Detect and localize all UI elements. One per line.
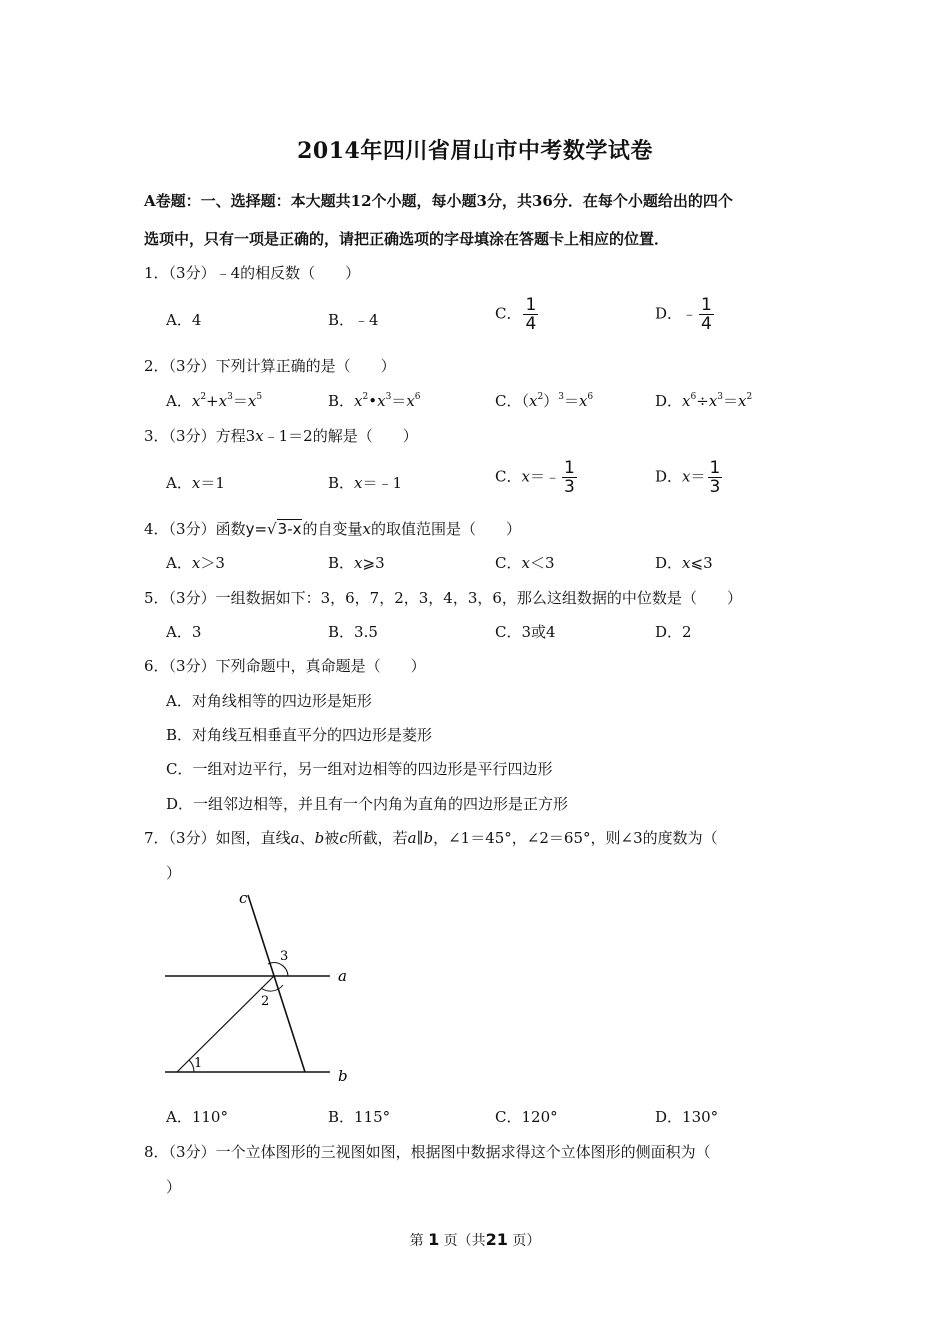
label-c: c bbox=[239, 889, 248, 907]
var-x: x bbox=[218, 392, 228, 410]
var-x: x bbox=[354, 474, 363, 492]
var-x: x bbox=[406, 392, 415, 410]
var-x: x bbox=[682, 467, 691, 486]
q1-option-c-label: C． bbox=[495, 304, 522, 323]
question-3-stem bbox=[144, 425, 418, 446]
exponent: 3 bbox=[717, 392, 724, 402]
option-label: B． bbox=[328, 474, 355, 492]
option-value: ＝﹣ bbox=[529, 467, 560, 486]
option-value: ＝1 bbox=[200, 474, 225, 492]
exponent: 3 bbox=[227, 392, 233, 402]
total-pages-number: 21 bbox=[485, 1230, 508, 1249]
stem-text: 的自变量 bbox=[302, 520, 363, 538]
operator: + bbox=[206, 392, 219, 410]
option-label: C． bbox=[495, 554, 522, 572]
q1-option-d-label: D．﹣ bbox=[655, 304, 698, 323]
operator: ＝ bbox=[232, 392, 248, 410]
q1-option-c bbox=[495, 296, 540, 333]
question-7-stem-continued: ） bbox=[166, 864, 182, 882]
q6-option-d: D．一组邻边相等，并且有一个内角为直角的四边形是正方形 bbox=[166, 795, 569, 813]
question-5-stem: 5．（3分）一组数据如下：3，6，7，2，3，4，3，6，那么这组数据的中位数是（ ） bbox=[144, 589, 742, 607]
exponent: 2 bbox=[362, 392, 369, 402]
var-b: b bbox=[314, 829, 325, 847]
var-x: x bbox=[521, 554, 530, 572]
line-c bbox=[248, 895, 305, 1072]
sqrt-expression bbox=[246, 519, 303, 538]
exponent: 6 bbox=[587, 392, 594, 402]
section-instruction-line1: A卷题：一、选择题：本大题共12个小题，每小题3分，共36分．在每个小题给出的四个 bbox=[144, 192, 733, 210]
exponent: 6 bbox=[414, 392, 421, 402]
option-label: A． bbox=[166, 554, 192, 572]
q7-option-a: A．110° bbox=[166, 1108, 228, 1126]
q2-option-b bbox=[328, 390, 421, 411]
option-label: D． bbox=[655, 392, 683, 410]
parallel-symbol: ∥ bbox=[416, 829, 424, 847]
q2-option-d bbox=[655, 390, 752, 411]
option-value: ＝﹣1 bbox=[362, 474, 403, 492]
q7-option-d: D．130° bbox=[655, 1108, 719, 1126]
option-label: B． bbox=[328, 554, 355, 572]
question-8-stem-continued: ） bbox=[166, 1178, 182, 1196]
option-value: ⩾3 bbox=[362, 554, 385, 572]
q2-option-c bbox=[495, 390, 593, 411]
q7-option-b: B．115° bbox=[328, 1108, 391, 1126]
fraction-denominator: 3 bbox=[709, 477, 721, 497]
q5-option-b: B．3.5 bbox=[328, 623, 378, 641]
q4-option-b bbox=[328, 552, 385, 573]
label-angle-1: 1 bbox=[194, 1056, 203, 1071]
var-x: x bbox=[521, 467, 530, 486]
section-instruction-line2: 选项中，只有一项是正确的，请把正确选项的字母填涂在答题卡上相应的位置． bbox=[144, 230, 670, 248]
var-b: b bbox=[423, 829, 434, 847]
label-angle-3: 3 bbox=[280, 949, 289, 964]
option-label: C．（ bbox=[495, 392, 529, 410]
transversal-segment bbox=[177, 976, 274, 1072]
fraction-numerator: 1 bbox=[525, 295, 537, 315]
operator: ） bbox=[543, 392, 559, 410]
q5-option-c: C．3或4 bbox=[495, 623, 556, 641]
var-x: x bbox=[578, 392, 588, 410]
var-x: x bbox=[682, 392, 691, 410]
operator: ÷ bbox=[696, 392, 709, 410]
function-y: y= bbox=[245, 520, 268, 538]
q6-option-b: B．对角线互相垂直平分的四边形是菱形 bbox=[166, 726, 433, 744]
var-a: a bbox=[407, 829, 417, 847]
q4-option-d bbox=[655, 552, 713, 573]
fraction-numerator: 1 bbox=[563, 458, 575, 478]
var-x: x bbox=[191, 554, 201, 572]
q4-option-c bbox=[495, 552, 555, 573]
q5-option-a: A．3 bbox=[166, 623, 202, 641]
q6-option-c: C．一组对边平行，另一组对边相等的四边形是平行四边形 bbox=[166, 760, 553, 778]
question-6-stem: 6．（3分）下列命题中，真命题是（ ） bbox=[144, 657, 426, 675]
operator: ＝ bbox=[723, 392, 739, 410]
stem-text: 所截，若 bbox=[347, 829, 408, 847]
label-angle-2: 2 bbox=[261, 994, 270, 1009]
fraction-numerator: 1 bbox=[701, 295, 712, 315]
page-footer bbox=[0, 1230, 950, 1250]
exponent: 6 bbox=[690, 392, 697, 402]
question-8-stem: 8．（3分）一个立体图形的三视图如图，根据图中数据求得这个立体图形的侧面积为（ bbox=[144, 1143, 711, 1161]
q7-geometry-figure bbox=[150, 885, 370, 1090]
question-4-stem bbox=[144, 518, 521, 539]
option-label: B． bbox=[328, 392, 355, 410]
q1-option-c-fraction bbox=[523, 296, 538, 333]
q7-option-c: C．120° bbox=[495, 1108, 558, 1126]
var-x: x bbox=[354, 392, 363, 410]
exponent: 3 bbox=[558, 392, 564, 402]
question-2-stem: 2．（3分）下列计算正确的是（ ） bbox=[144, 357, 396, 375]
stem-text: ﹣1＝2的解是（ ） bbox=[263, 427, 418, 445]
q1-option-d-fraction bbox=[699, 296, 714, 333]
exponent: 2 bbox=[746, 392, 753, 402]
footer-text: 第 bbox=[409, 1233, 424, 1249]
stem-text: ，∠1＝45°，∠2＝65°，则∠3的度数为（ bbox=[433, 829, 718, 847]
option-value: ＞3 bbox=[200, 554, 225, 572]
var-x: x bbox=[362, 520, 371, 538]
option-label: D． bbox=[655, 554, 683, 572]
fraction-numerator: 1 bbox=[709, 458, 721, 478]
operator: ＝ bbox=[391, 392, 407, 410]
radical-sign-icon: √ bbox=[267, 520, 277, 538]
stem-text: 7．（3分）如图，直线 bbox=[144, 829, 291, 847]
operator: ＝ bbox=[563, 392, 579, 410]
var-x: x bbox=[255, 427, 264, 445]
var-x: x bbox=[354, 554, 363, 572]
stem-text: 4．（3分）函数 bbox=[144, 520, 246, 538]
var-x: x bbox=[738, 392, 747, 410]
stem-text: 3．（3分）方程3 bbox=[144, 427, 256, 445]
q2-option-a bbox=[166, 390, 262, 411]
stem-text: 、 bbox=[299, 829, 315, 847]
stem-text: 的取值范围是（ ） bbox=[370, 520, 521, 538]
q3-option-a bbox=[166, 472, 225, 493]
question-1-stem: 1．（3分）﹣4的相反数（ ） bbox=[144, 264, 361, 282]
var-x: x bbox=[377, 392, 386, 410]
var-a: a bbox=[290, 829, 300, 847]
exponent: 5 bbox=[256, 392, 263, 402]
q5-option-d: D．2 bbox=[655, 623, 692, 641]
var-c: c bbox=[339, 829, 348, 847]
radicand: 3-x bbox=[277, 520, 302, 538]
var-x: x bbox=[708, 392, 718, 410]
var-x: x bbox=[682, 554, 691, 572]
var-x: x bbox=[247, 392, 257, 410]
q3-option-d bbox=[655, 459, 724, 496]
option-label: D． bbox=[655, 467, 683, 486]
question-7-stem bbox=[144, 827, 718, 848]
q3-option-c-fraction bbox=[562, 459, 577, 496]
footer-text: 页（共 bbox=[443, 1233, 486, 1249]
option-value: ＝ bbox=[690, 467, 706, 486]
q6-option-a: A．对角线相等的四边形是矩形 bbox=[166, 692, 372, 710]
exponent: 2 bbox=[200, 392, 207, 402]
q4-option-a bbox=[166, 552, 225, 573]
fraction-denominator: 4 bbox=[525, 314, 537, 334]
footer-text: 页） bbox=[512, 1233, 541, 1249]
q1-option-d bbox=[655, 296, 716, 333]
q1-option-b: B．﹣4 bbox=[328, 311, 379, 329]
exponent: 3 bbox=[385, 392, 392, 402]
option-value: ⩽3 bbox=[690, 554, 713, 572]
var-x: x bbox=[191, 474, 201, 492]
q3-option-c bbox=[495, 459, 579, 496]
stem-text: 被 bbox=[324, 829, 340, 847]
var-x: x bbox=[528, 392, 538, 410]
operator: • bbox=[368, 392, 378, 410]
option-label: C． bbox=[495, 467, 522, 486]
label-b: b bbox=[338, 1067, 348, 1085]
var-x: x bbox=[191, 392, 201, 410]
q3-option-b bbox=[328, 472, 402, 493]
option-label: A． bbox=[166, 474, 192, 492]
current-page-number: 1 bbox=[428, 1230, 440, 1249]
page-title: 2014年四川省眉山市中考数学试卷 bbox=[297, 138, 653, 164]
option-label: A． bbox=[166, 392, 192, 410]
option-value: ＜3 bbox=[529, 554, 555, 572]
exponent: 2 bbox=[537, 392, 544, 402]
q1-option-a: A．4 bbox=[166, 311, 202, 329]
label-a: a bbox=[338, 967, 347, 985]
fraction-denominator: 3 bbox=[563, 477, 575, 497]
fraction-denominator: 4 bbox=[701, 314, 712, 334]
q3-option-d-fraction bbox=[708, 459, 723, 496]
